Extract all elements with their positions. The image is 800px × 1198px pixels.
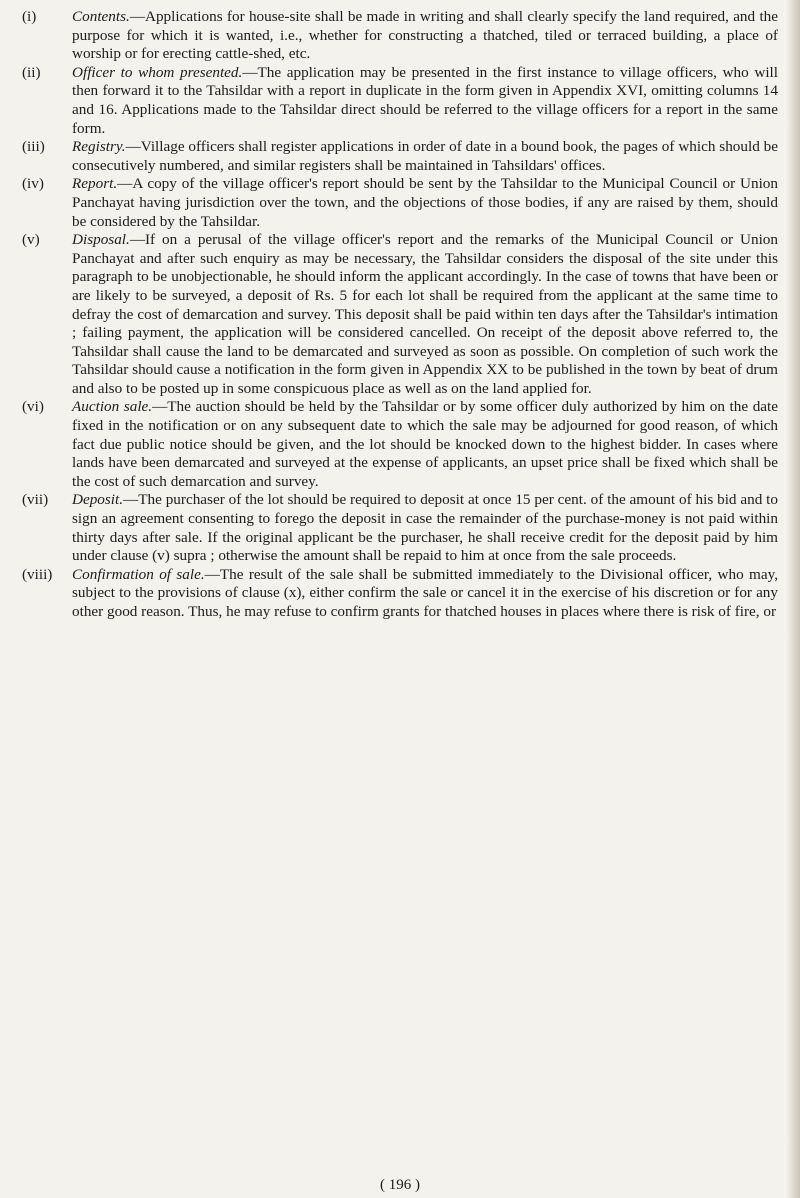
paragraph-deposit <box>22 491 778 565</box>
paragraph-report <box>22 175 778 231</box>
paragraph-text: —The result of the sale shall be submitted immediately to the Divisional officer, who may, subject to the provisions of clause (x), either confirm the sale or cancel it in the exercise of his discretion or for any other good reason. Thus, he may refuse to confirm grants for thatched houses in places where there is risk of fire, or <box>72 565 778 620</box>
paragraph-number: (vii) <box>22 491 49 509</box>
paragraph-number: (vi) <box>22 398 44 416</box>
paragraph-number: (iv) <box>22 175 44 193</box>
paragraph-registry <box>22 138 778 175</box>
paragraph-number: (viii) <box>22 565 53 583</box>
paragraph-contents <box>22 8 778 64</box>
paragraph-auction-sale <box>22 398 778 491</box>
paragraph-disposal <box>22 231 778 398</box>
paragraph-text: —Applications for house-site shall be made in writing and shall clearly specify the land required, and the purpose for which it is wanted, i.e., whether for constructing a thatched, tiled or terraced building, a place of worship or for erecting cattle-shed, etc. <box>72 8 778 63</box>
page-number: ( 196 ) <box>380 1177 420 1193</box>
paragraph-text: —The purchaser of the lot should be required to deposit at once 15 per cent. of the amount of his bid and to sign an agreement consenting to forego the deposit in case the remainder of the purchase-money is not paid within thirty days after sale. If the original applicant be the purchaser, he shall receive credit for the deposit paid by him under clause (v) supra ; otherwise the amount shall be repaid to him at once from the sale proceeds. <box>72 491 778 565</box>
paragraph-heading: Officer to whom presented. <box>72 63 243 81</box>
page-edge-shadow <box>786 0 800 1198</box>
paragraph-heading: Disposal. <box>72 231 130 249</box>
paragraph-text: —The auction should be held by the Tahsildar or by some officer duly authorized by him on the date fixed in the notification or on any subsequent date to which the sale may be adjourned for good reason, of which fact due public notice should be given, and the lot should be knocked down to the highest bidder. In cases where lands have been demarcated and surveyed at the expense of applicants, an upset price shall be fixed which shall be the cost of such demarcation and survey. <box>72 398 778 490</box>
paragraph-text: —The application may be presented in the first instance to village officers, who will then forward it to the Tahsildar with a report in duplicate in the form given in Appendix XVI, omitting columns 14 and 16. Applications made to the Tahsildar direct should be referred to the village officers for a report in the same form. <box>72 63 778 137</box>
paragraph-heading: Registry. <box>72 138 126 156</box>
paragraph-heading: Deposit. <box>72 491 124 509</box>
paragraph-heading: Contents. <box>72 8 130 25</box>
paragraph-heading: Report. <box>72 175 118 193</box>
paragraph-heading: Auction sale. <box>72 398 153 416</box>
paragraph-confirmation <box>22 565 778 622</box>
paragraph-number: (i) <box>22 8 37 25</box>
paragraph-number: (v) <box>22 231 40 249</box>
paragraph-officer <box>22 63 778 138</box>
paragraph-text: —If on a perusal of the village officer's report and the remarks of the Municipal Council or Union Panchayat and after such enquiry as may be necessary, the Tahsildar considers the disposal of the site under this paragraph to be unobjectionable, he should inform the applicant accordingly. In the case of towns that have been or are likely to be surveyed, a deposit of Rs. 5 for each lot shall be required from the applicant at the same time to defray the cost of demarcation and survey. This deposit shall be paid within ten days after the Tahsildar's intimation ; failing payment, the application will be considered cancelled. On receipt of the deposit above referred to, the Tahsildar shall cause the land to be demarcated and surveyed as soon as possible. On completion of such work the Tahsildar should cause a notification in the form given in Appendix XX to be published in the town by beat of drum and also to be posted up in some conspicuous place as well as on the land applied for. <box>72 231 778 397</box>
paragraph-text: —A copy of the village officer's report should be sent by the Tahsildar to the Municipal Council or Union Panchayat having jurisdiction over the town, and the objections of those bodies, if any are raised by them, should be considered by the Tahsildar. <box>72 175 778 230</box>
paragraph-heading: Confirmation of sale. <box>72 565 205 583</box>
paragraph-text: —Village officers shall register applications in order of date in a bound book, the pages of which should be consecutively numbered, and similar registers shall be maintained in Tahsildars' offices. <box>72 138 778 174</box>
paragraph-number: (iii) <box>22 138 45 156</box>
paragraph-number: (ii) <box>22 63 41 81</box>
